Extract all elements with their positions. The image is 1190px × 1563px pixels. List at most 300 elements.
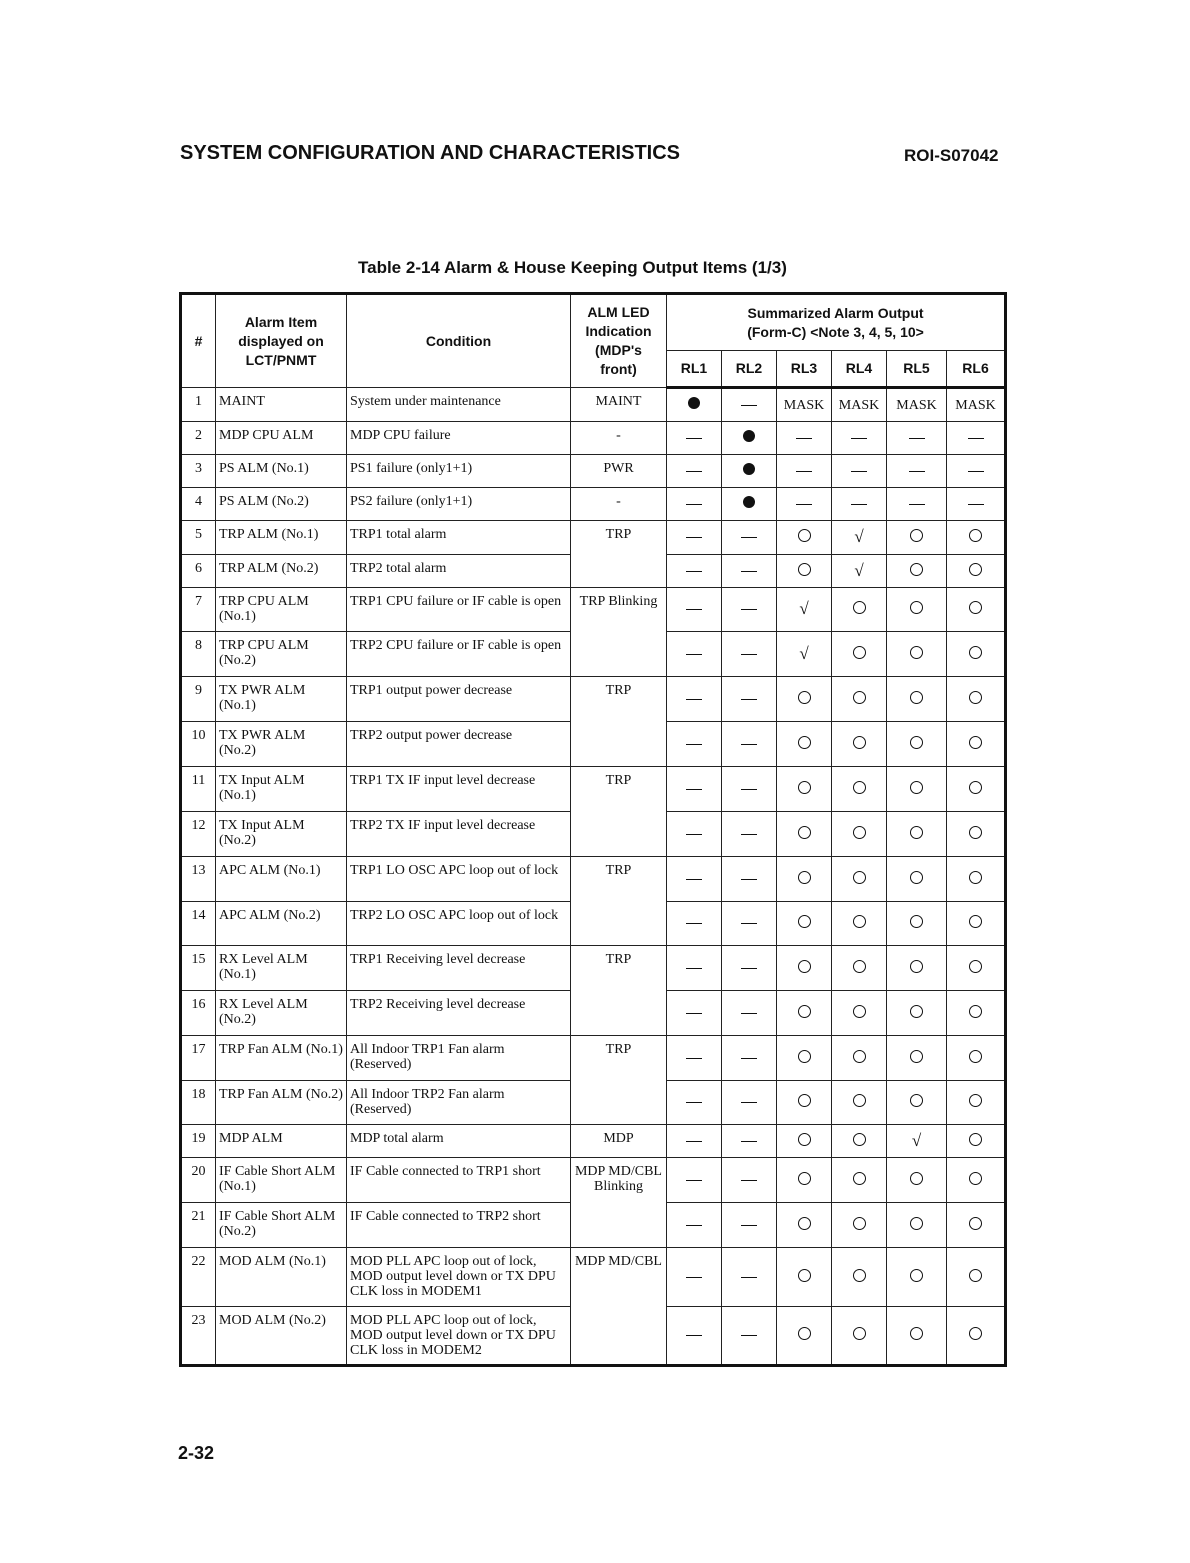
relay-cell-rl3 <box>777 902 832 946</box>
col-header-alarm-item: Alarm Item displayed on LCT/PNMT <box>216 294 347 388</box>
open-circle-symbol <box>910 563 923 576</box>
relay-cell-rl5 <box>887 902 947 946</box>
alarm-item: TX Input ALM (No.2) <box>216 812 347 857</box>
relay-cell-rl3 <box>777 1036 832 1081</box>
alarm-item: TX PWR ALM (No.1) <box>216 677 347 722</box>
open-circle-symbol <box>969 646 982 659</box>
open-circle-symbol <box>969 1269 982 1282</box>
open-circle-symbol <box>910 1005 923 1018</box>
dash-symbol <box>741 699 757 700</box>
dash-symbol <box>741 405 757 406</box>
dash-symbol <box>741 968 757 969</box>
relay-cell-rl3 <box>777 1248 832 1307</box>
open-circle-symbol <box>969 601 982 614</box>
relay-cell-rl2 <box>722 902 777 946</box>
relay-cell-rl1 <box>667 1036 722 1081</box>
row-number: 17 <box>181 1036 216 1081</box>
relay-cell-rl2 <box>722 632 777 677</box>
row-number: 9 <box>181 677 216 722</box>
relay-cell-rl3 <box>777 1158 832 1203</box>
dash-symbol <box>686 537 702 538</box>
dash-symbol <box>686 1225 702 1226</box>
col-header-rl1: RL1 <box>667 351 722 388</box>
relay-cell-rl1 <box>667 946 722 991</box>
open-circle-symbol <box>853 1172 866 1185</box>
relay-cell-rl4 <box>832 1158 887 1203</box>
relay-cell-rl3 <box>777 555 832 588</box>
relay-cell-rl3 <box>777 946 832 991</box>
row-number: 21 <box>181 1203 216 1248</box>
row-number: 3 <box>181 455 216 488</box>
open-circle-symbol <box>798 1050 811 1063</box>
open-circle-symbol <box>910 691 923 704</box>
alarm-item: IF Cable Short ALM (No.2) <box>216 1203 347 1248</box>
document-id: ROI-S07042 <box>904 146 999 165</box>
dash-symbol <box>686 923 702 924</box>
open-circle-symbol <box>910 1217 923 1230</box>
relay-cell-rl1 <box>667 902 722 946</box>
dash-symbol <box>686 1058 702 1059</box>
alarm-item: TRP ALM (No.2) <box>216 555 347 588</box>
alarm-item: TRP CPU ALM (No.2) <box>216 632 347 677</box>
relay-cell-rl5 <box>887 677 947 722</box>
dash-symbol <box>741 609 757 610</box>
relay-cell-rl2 <box>722 677 777 722</box>
relay-cell-rl1 <box>667 488 722 521</box>
relay-cell-rl4 <box>832 1036 887 1081</box>
relay-cell-rl2 <box>722 1248 777 1307</box>
dash-symbol <box>741 1180 757 1181</box>
open-circle-symbol <box>910 1050 923 1063</box>
open-circle-symbol <box>969 1133 982 1146</box>
row-number: 22 <box>181 1248 216 1307</box>
col-header-led: ALM LED Indication (MDP's front) <box>571 294 667 388</box>
relay-cell-rl6 <box>947 677 1006 722</box>
dash-symbol <box>686 699 702 700</box>
dash-symbol <box>968 471 984 472</box>
condition-text: TRP1 Receiving level decrease <box>347 946 571 991</box>
condition-text: IF Cable connected to TRP1 short <box>347 1158 571 1203</box>
open-circle-symbol <box>853 871 866 884</box>
dash-symbol <box>686 1013 702 1014</box>
dash-symbol <box>851 504 867 505</box>
table-row <box>181 1158 1006 1203</box>
condition-text: IF Cable connected to TRP2 short <box>347 1203 571 1248</box>
dash-symbol <box>968 504 984 505</box>
alarm-item: RX Level ALM (No.2) <box>216 991 347 1036</box>
dash-symbol <box>686 879 702 880</box>
dash-symbol <box>686 1180 702 1181</box>
open-circle-symbol <box>910 1269 923 1282</box>
relay-cell-rl5 <box>887 1307 947 1366</box>
dash-symbol <box>686 654 702 655</box>
open-circle-symbol <box>798 1133 811 1146</box>
led-indication: PWR <box>571 455 667 488</box>
open-circle-symbol <box>798 915 811 928</box>
open-circle-symbol <box>853 736 866 749</box>
table-caption: Table 2-14 Alarm & House Keeping Output Items (1/3) <box>358 258 787 277</box>
filled-dot-symbol <box>743 496 755 508</box>
relay-cell-rl6 <box>947 455 1006 488</box>
table-row <box>181 455 1006 488</box>
table-row <box>181 767 1006 812</box>
relay-cell-rl6 <box>947 946 1006 991</box>
check-mark-symbol: √ <box>799 643 809 663</box>
relay-cell-rl2 <box>722 455 777 488</box>
open-circle-symbol <box>853 601 866 614</box>
relay-cell-rl5 <box>887 555 947 588</box>
dash-symbol <box>686 571 702 572</box>
check-mark-symbol: √ <box>854 560 864 580</box>
relay-cell-rl2 <box>722 588 777 632</box>
filled-dot-symbol <box>743 463 755 475</box>
relay-cell-rl4 <box>832 455 887 488</box>
relay-cell-rl3 <box>777 677 832 722</box>
relay-cell-rl5 <box>887 1248 947 1307</box>
condition-text: TRP1 total alarm <box>347 521 571 555</box>
relay-cell-rl2 <box>722 521 777 555</box>
open-circle-symbol <box>853 960 866 973</box>
relay-cell-rl5 <box>887 812 947 857</box>
open-circle-symbol <box>969 871 982 884</box>
row-number: 7 <box>181 588 216 632</box>
led-indication: MDP MD/CBL <box>571 1248 667 1366</box>
dash-symbol <box>909 438 925 439</box>
dash-symbol <box>741 744 757 745</box>
relay-cell-rl2 <box>722 422 777 455</box>
open-circle-symbol <box>969 1050 982 1063</box>
open-circle-symbol <box>910 529 923 542</box>
open-circle-symbol <box>853 1327 866 1340</box>
relay-cell-rl4 <box>832 1203 887 1248</box>
dash-symbol <box>686 471 702 472</box>
relay-cell-rl3 <box>777 632 832 677</box>
row-number: 15 <box>181 946 216 991</box>
relay-cell-rl5 <box>887 488 947 521</box>
dash-symbol <box>686 834 702 835</box>
relay-cell-rl6 <box>947 1158 1006 1203</box>
dash-symbol <box>796 438 812 439</box>
dash-symbol <box>741 537 757 538</box>
condition-text: TRP1 output power decrease <box>347 677 571 722</box>
dash-symbol <box>741 1102 757 1103</box>
open-circle-symbol <box>798 826 811 839</box>
row-number: 5 <box>181 521 216 555</box>
open-circle-symbol <box>853 1005 866 1018</box>
relay-cell-rl6 <box>947 1036 1006 1081</box>
relay-cell-rl5 <box>887 1036 947 1081</box>
open-circle-symbol <box>798 781 811 794</box>
relay-cell-rl4 <box>832 902 887 946</box>
relay-cell-rl6 <box>947 588 1006 632</box>
relay-cell-rl3 <box>777 991 832 1036</box>
row-number: 19 <box>181 1125 216 1158</box>
relay-cell-rl5 <box>887 455 947 488</box>
relay-cell-rl4 <box>832 767 887 812</box>
led-indication: MDP <box>571 1125 667 1158</box>
table-row <box>181 857 1006 902</box>
open-circle-symbol <box>910 1327 923 1340</box>
open-circle-symbol <box>798 736 811 749</box>
dash-symbol <box>741 1013 757 1014</box>
alarm-item: MAINT <box>216 388 347 422</box>
open-circle-symbol <box>798 1269 811 1282</box>
row-number: 12 <box>181 812 216 857</box>
relay-cell-rl6 <box>947 722 1006 767</box>
condition-text: TRP2 LO OSC APC loop out of lock <box>347 902 571 946</box>
relay-cell-rl1 <box>667 521 722 555</box>
relay-cell-rl1 <box>667 422 722 455</box>
dash-symbol <box>686 609 702 610</box>
open-circle-symbol <box>853 1217 866 1230</box>
dash-symbol <box>851 438 867 439</box>
dash-symbol <box>968 438 984 439</box>
relay-cell-rl3 <box>777 588 832 632</box>
check-mark-symbol: √ <box>854 527 864 546</box>
open-circle-symbol <box>798 529 811 542</box>
alarm-item: TRP Fan ALM (No.2) <box>216 1081 347 1125</box>
relay-cell-rl1 <box>667 455 722 488</box>
relay-cell-rl1 <box>667 677 722 722</box>
relay-cell-rl1 <box>667 1307 722 1366</box>
dash-symbol <box>686 1102 702 1103</box>
relay-cell-rl1 <box>667 722 722 767</box>
col-header-summary: Summarized Alarm Output (Form-C) <Note 3, 4, 5, 10> <box>667 294 1006 351</box>
row-number: 14 <box>181 902 216 946</box>
relay-cell-rl2 <box>722 1307 777 1366</box>
open-circle-symbol <box>969 563 982 576</box>
relay-cell-rl4 <box>832 1125 887 1158</box>
relay-cell-rl5 <box>887 588 947 632</box>
led-indication: TRP Blinking <box>571 588 667 677</box>
alarm-item: RX Level ALM (No.1) <box>216 946 347 991</box>
col-header-rl5: RL5 <box>887 351 947 388</box>
open-circle-symbol <box>798 691 811 704</box>
open-circle-symbol <box>853 646 866 659</box>
page-number: 2-32 <box>178 1443 215 1463</box>
relay-cell-rl3 <box>777 1203 832 1248</box>
open-circle-symbol <box>853 691 866 704</box>
condition-text: TRP1 CPU failure or IF cable is open <box>347 588 571 632</box>
relay-cell-rl3 <box>777 521 832 555</box>
table-row <box>181 1125 1006 1158</box>
relay-cell-rl1 <box>667 857 722 902</box>
dash-symbol <box>741 879 757 880</box>
open-circle-symbol <box>853 826 866 839</box>
relay-cell-rl4 <box>832 588 887 632</box>
relay-cell-rl2 <box>722 991 777 1036</box>
filled-dot-symbol <box>743 430 755 442</box>
relay-cell-rl4 <box>832 1081 887 1125</box>
relay-cell-rl6 <box>947 1125 1006 1158</box>
led-indication: TRP <box>571 946 667 1036</box>
relay-cell-rl4 <box>832 1307 887 1366</box>
col-header-num: # <box>181 294 216 388</box>
alarm-item: TRP ALM (No.1) <box>216 521 347 555</box>
relay-cell-rl5 <box>887 767 947 812</box>
check-mark-symbol: √ <box>911 1130 922 1150</box>
dash-symbol <box>686 1277 702 1278</box>
relay-cell-rl2 <box>722 1036 777 1081</box>
led-indication: TRP <box>571 677 667 767</box>
led-indication: TRP <box>571 857 667 946</box>
open-circle-symbol <box>853 1094 866 1107</box>
relay-cell-rl2 <box>722 388 777 422</box>
open-circle-symbol <box>798 871 811 884</box>
relay-cell-rl3 <box>777 767 832 812</box>
relay-cell-rl5 <box>887 1203 947 1248</box>
open-circle-symbol <box>910 1094 923 1107</box>
condition-text: MOD PLL APC loop out of lock, MOD output level down or TX DPU CLK loss in MODEM1 <box>347 1248 571 1307</box>
condition-text: PS1 failure (only1+1) <box>347 455 571 488</box>
relay-cell-rl1 <box>667 555 722 588</box>
alarm-output-table <box>179 292 1007 1367</box>
condition-text: System under maintenance <box>347 388 571 422</box>
dash-symbol <box>686 1141 702 1142</box>
open-circle-symbol <box>910 871 923 884</box>
dash-symbol <box>686 438 702 439</box>
relay-cell-rl4 <box>832 677 887 722</box>
filled-dot-symbol <box>688 397 700 409</box>
alarm-item: APC ALM (No.2) <box>216 902 347 946</box>
row-number: 20 <box>181 1158 216 1203</box>
dash-symbol <box>686 1335 702 1336</box>
relay-cell-rl1 <box>667 1203 722 1248</box>
relay-cell-rl2 <box>722 812 777 857</box>
open-circle-symbol <box>910 781 923 794</box>
relay-cell-rl1 <box>667 1248 722 1307</box>
relay-cell-rl4 <box>832 722 887 767</box>
relay-cell-rl1 <box>667 1125 722 1158</box>
dash-symbol <box>741 1335 757 1336</box>
relay-cell-rl3 <box>777 1125 832 1158</box>
row-number: 11 <box>181 767 216 812</box>
relay-cell-rl3 <box>777 488 832 521</box>
relay-cell-rl1 <box>667 767 722 812</box>
condition-text: All Indoor TRP2 Fan alarm (Reserved) <box>347 1081 571 1125</box>
row-number: 1 <box>181 388 216 422</box>
open-circle-symbol <box>910 601 923 614</box>
open-circle-symbol <box>853 1050 866 1063</box>
relay-cell-rl2 <box>722 767 777 812</box>
relay-cell-rl6 <box>947 555 1006 588</box>
led-indication: TRP <box>571 767 667 857</box>
open-circle-symbol <box>969 1327 982 1340</box>
alarm-item: PS ALM (No.1) <box>216 455 347 488</box>
led-indication: TRP <box>571 521 667 588</box>
table-row <box>181 388 1006 422</box>
condition-text: MDP CPU failure <box>347 422 571 455</box>
relay-cell-rl2 <box>722 1125 777 1158</box>
relay-cell-rl4 <box>832 1248 887 1307</box>
relay-cell-rl5 <box>887 521 947 555</box>
open-circle-symbol <box>969 1217 982 1230</box>
open-circle-symbol <box>910 736 923 749</box>
open-circle-symbol <box>969 1005 982 1018</box>
row-number: 8 <box>181 632 216 677</box>
open-circle-symbol <box>969 1172 982 1185</box>
dash-symbol <box>741 1141 757 1142</box>
relay-cell-rl4 <box>832 632 887 677</box>
open-circle-symbol <box>910 646 923 659</box>
relay-cell-rl6 <box>947 1081 1006 1125</box>
table-row <box>181 1248 1006 1307</box>
relay-cell-rl6 <box>947 1307 1006 1366</box>
row-number: 2 <box>181 422 216 455</box>
open-circle-symbol <box>910 1172 923 1185</box>
alarm-item: MOD ALM (No.1) <box>216 1248 347 1307</box>
relay-cell-rl5 <box>887 1158 947 1203</box>
led-indication: MDP MD/CBL Blinking <box>571 1158 667 1248</box>
relay-cell-rl1 <box>667 388 722 422</box>
table-row <box>181 422 1006 455</box>
relay-cell-rl4 <box>832 812 887 857</box>
relay-cell-rl6 <box>947 902 1006 946</box>
alarm-item: PS ALM (No.2) <box>216 488 347 521</box>
relay-cell-rl1 <box>667 1158 722 1203</box>
alarm-item: MDP ALM <box>216 1125 347 1158</box>
relay-cell-rl5 <box>887 1125 947 1158</box>
condition-text: MOD PLL APC loop out of lock, MOD output level down or TX DPU CLK loss in MODEM2 <box>347 1307 571 1366</box>
table-row <box>181 1036 1006 1081</box>
condition-text: MDP total alarm <box>347 1125 571 1158</box>
dash-symbol <box>741 789 757 790</box>
dash-symbol <box>686 744 702 745</box>
alarm-item: TX Input ALM (No.1) <box>216 767 347 812</box>
condition-text: All Indoor TRP1 Fan alarm (Reserved) <box>347 1036 571 1081</box>
relay-cell-rl5 <box>887 946 947 991</box>
mask-label: MASK <box>838 397 880 413</box>
row-number: 16 <box>181 991 216 1036</box>
relay-cell-rl3 <box>777 1307 832 1366</box>
condition-text: TRP1 TX IF input level decrease <box>347 767 571 812</box>
relay-cell-rl6 <box>947 1248 1006 1307</box>
led-indication: MAINT <box>571 388 667 422</box>
section-title: SYSTEM CONFIGURATION AND CHARACTERISTICS <box>180 142 680 164</box>
relay-cell-rl5 <box>887 422 947 455</box>
row-number: 6 <box>181 555 216 588</box>
relay-cell-rl3 <box>777 422 832 455</box>
relay-cell-rl3 <box>777 388 832 422</box>
dash-symbol <box>741 923 757 924</box>
row-number: 23 <box>181 1307 216 1366</box>
table-row <box>181 488 1006 521</box>
dash-symbol <box>686 504 702 505</box>
dash-symbol <box>909 504 925 505</box>
col-header-condition: Condition <box>347 294 571 388</box>
relay-cell-rl2 <box>722 857 777 902</box>
dash-symbol <box>796 504 812 505</box>
alarm-item: MDP CPU ALM <box>216 422 347 455</box>
open-circle-symbol <box>969 915 982 928</box>
open-circle-symbol <box>798 563 811 576</box>
relay-cell-rl1 <box>667 588 722 632</box>
table-row <box>181 946 1006 991</box>
check-mark-symbol: √ <box>799 599 809 618</box>
open-circle-symbol <box>798 1172 811 1185</box>
relay-cell-rl6 <box>947 767 1006 812</box>
relay-cell-rl4 <box>832 388 887 422</box>
row-number: 4 <box>181 488 216 521</box>
condition-text: TRP2 CPU failure or IF cable is open <box>347 632 571 677</box>
relay-cell-rl2 <box>722 1081 777 1125</box>
open-circle-symbol <box>798 1094 811 1107</box>
relay-cell-rl6 <box>947 1203 1006 1248</box>
dash-symbol <box>686 968 702 969</box>
dash-symbol <box>741 834 757 835</box>
row-number: 18 <box>181 1081 216 1125</box>
relay-cell-rl5 <box>887 991 947 1036</box>
